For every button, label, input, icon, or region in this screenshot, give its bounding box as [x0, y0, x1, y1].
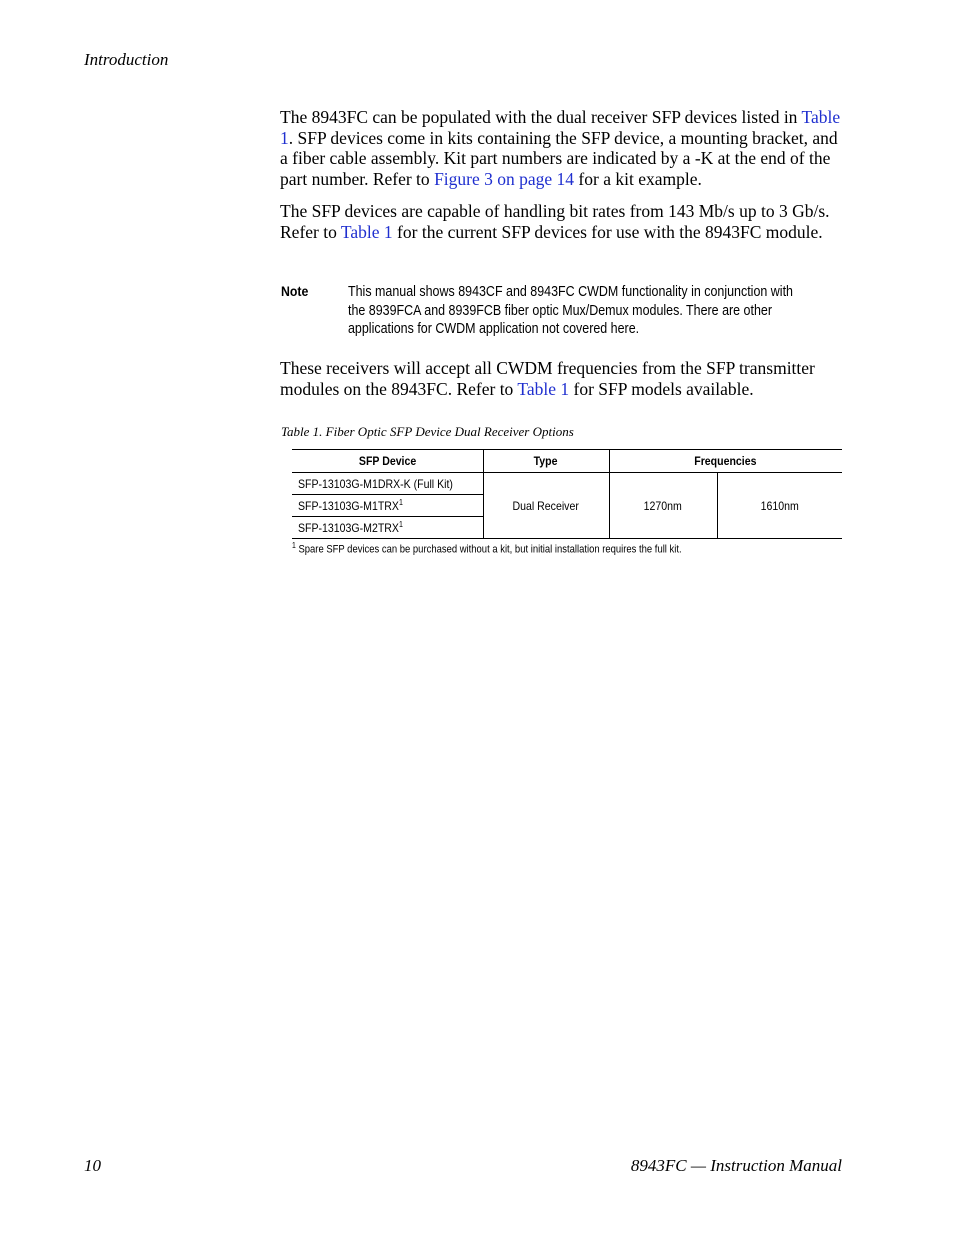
paragraph-text: for a kit example.	[574, 168, 702, 189]
table-header-row	[292, 450, 842, 473]
note-label: Note	[281, 283, 309, 299]
paragraph-text: These receivers will accept all CWDM frequencies from the SFP transmitter modules on the 8943FC. Refer to	[280, 358, 815, 399]
document-title: 8943FC — Instruction Manual	[630, 1156, 842, 1175]
paragraph-text: The 8943FC can be populated with the dual receiver SFP devices listed in	[280, 107, 802, 127]
table-1-link[interactable]: Table 1	[280, 107, 841, 148]
sfp-device-cell: SFP-13103G-M1TRX$^1$	[292, 495, 483, 517]
paragraph-text: . SFP devices come in kits containing the SFP device, a mounting bracket, and a fiber cable assembly. Kit part numbers are indicated by a -K at the end of the part number. Refer to	[280, 127, 838, 189]
body-paragraph-1	[280, 107, 848, 189]
body-paragraph-3	[280, 358, 848, 399]
footnote-text: Spare SFP devices can be purchased without a kit, but initial installation requires the full kit.	[295, 543, 682, 556]
column-header-sfp-device: SFP Device	[292, 450, 483, 473]
table-footnote	[292, 541, 682, 556]
table-caption: Table 1. Fiber Optic SFP Device Dual Receiver Options	[281, 424, 574, 439]
column-header-type: Type	[483, 450, 609, 473]
note-text: This manual shows 8943CF and 8943FC CWDM functionality in conjunction with the 8939FCA and 8939FCB fiber optic Mux/Demux modules. There are other applications for CWDM application not covered here.	[348, 284, 793, 337]
sfp-device-table	[292, 449, 842, 539]
table-1-link[interactable]: Table 1	[517, 378, 570, 399]
sfp-device-cell: SFP-13103G-M1DRX-K (Full Kit)	[292, 473, 483, 495]
page-number: 10	[84, 1156, 101, 1175]
figure-3-link[interactable]: Figure 3 on page 14	[434, 168, 575, 189]
running-header-section: Introduction	[84, 50, 169, 69]
frequency-cell-2: 1610nm	[717, 473, 842, 539]
paragraph-text: for SFP models available.	[569, 378, 754, 399]
frequency-cell-1: 1270nm	[609, 473, 717, 539]
table-1-link[interactable]: Table 1	[340, 221, 393, 242]
paragraph-text: The SFP devices are capable of handling bit rates from 143 Mb/s up to 3 Gb/s. Refer to	[280, 201, 830, 242]
paragraph-text: for the current SFP devices for use with the 8943FC module.	[392, 221, 823, 242]
table-row	[292, 473, 842, 495]
type-cell: Dual Receiver	[483, 473, 609, 539]
body-paragraph-2	[280, 201, 848, 242]
footnote-mark: 1	[292, 541, 296, 550]
sfp-device-cell: SFP-13103G-M2TRX$^1$	[292, 517, 483, 539]
column-header-frequencies: Frequencies	[609, 450, 842, 473]
